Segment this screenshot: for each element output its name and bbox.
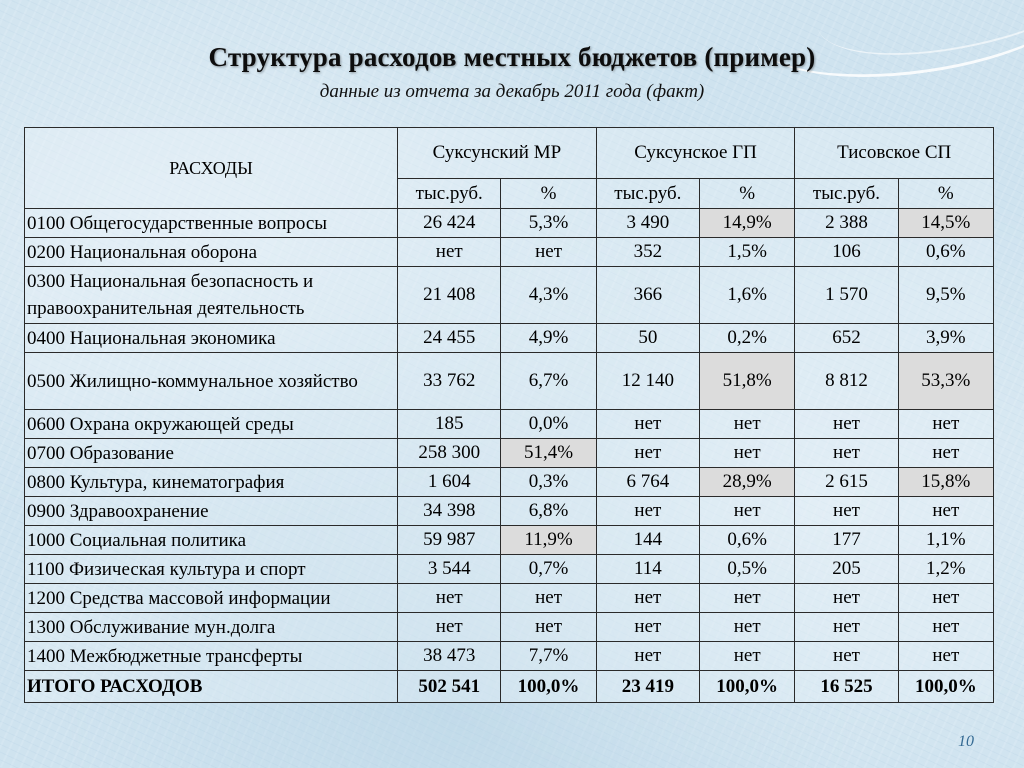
table-row	[25, 613, 994, 642]
percent-cell: 14,5%	[898, 209, 993, 238]
percent-cell: нет	[700, 497, 795, 526]
percent-cell: 5,3%	[501, 209, 596, 238]
amount-cell: 2 388	[795, 209, 898, 238]
table-row	[25, 468, 994, 497]
percent-cell: 1,2%	[898, 555, 993, 584]
table-row	[25, 324, 994, 353]
percent-cell: нет	[898, 439, 993, 468]
amount-cell: 12 140	[596, 353, 699, 410]
expense-category-name: 0900 Здравоохранение	[25, 497, 398, 526]
amount-cell: 205	[795, 555, 898, 584]
slide-title: Структура расходов местных бюджетов (пример)	[208, 42, 816, 72]
percent-cell: 3,9%	[898, 324, 993, 353]
amount-cell: 34 398	[398, 497, 501, 526]
percent-cell: 0,7%	[501, 555, 596, 584]
amount-cell: нет	[795, 439, 898, 468]
percent-cell: нет	[700, 439, 795, 468]
amount-cell: 652	[795, 324, 898, 353]
amount-cell: 6 764	[596, 468, 699, 497]
percent-cell: нет	[898, 642, 993, 671]
group-header: Суксунское ГП	[596, 128, 795, 179]
percent-cell: 4,3%	[501, 267, 596, 324]
slide-subtitle: данные из отчета за декабрь 2011 года (факт)	[319, 81, 705, 102]
expense-category-name: 0100 Общегосударственные вопросы	[25, 209, 398, 238]
percent-cell: 6,8%	[501, 497, 596, 526]
expense-category-name: 0400 Национальная экономика	[25, 324, 398, 353]
amount-cell: нет	[596, 642, 699, 671]
percent-cell: 1,6%	[700, 267, 795, 324]
amount-cell: 1 604	[398, 468, 501, 497]
amount-cell: 177	[795, 526, 898, 555]
total-row	[25, 671, 994, 703]
expense-category-name: 0600 Охрана окружающей среды	[25, 410, 398, 439]
amount-cell: нет	[398, 613, 501, 642]
amount-cell: нет	[398, 584, 501, 613]
percent-cell: 14,9%	[700, 209, 795, 238]
percent-cell: нет	[898, 497, 993, 526]
percent-cell: 0,0%	[501, 410, 596, 439]
table-row	[25, 584, 994, 613]
percent-cell: 51,4%	[501, 439, 596, 468]
amount-cell: нет	[596, 497, 699, 526]
percent-cell: 0,5%	[700, 555, 795, 584]
table-row	[25, 439, 994, 468]
amount-cell: 1 570	[795, 267, 898, 324]
amount-cell: 21 408	[398, 267, 501, 324]
percent-cell: 15,8%	[898, 468, 993, 497]
table-row	[25, 209, 994, 238]
table-row	[25, 410, 994, 439]
percent-cell: 1,1%	[898, 526, 993, 555]
expense-category-name: 0800 Культура, кинематография	[25, 468, 398, 497]
percent-cell: нет	[700, 613, 795, 642]
percent-cell: 28,9%	[700, 468, 795, 497]
table-row	[25, 555, 994, 584]
amount-cell: 8 812	[795, 353, 898, 410]
group-header: Тисовское СП	[795, 128, 994, 179]
percent-cell: нет	[501, 613, 596, 642]
total-amount-cell: 23 419	[596, 671, 699, 703]
percent-cell: 1,5%	[700, 238, 795, 267]
amount-cell: 352	[596, 238, 699, 267]
amount-cell: 3 490	[596, 209, 699, 238]
percent-cell: нет	[700, 642, 795, 671]
expense-category-name: 0300 Национальная безопасность и правоохранительная деятельность	[25, 267, 398, 324]
unit-header: тыс.руб.	[795, 179, 898, 209]
percent-cell: 0,3%	[501, 468, 596, 497]
amount-cell: нет	[795, 497, 898, 526]
amount-cell: 106	[795, 238, 898, 267]
expenses-table	[24, 127, 994, 703]
amount-cell: 50	[596, 324, 699, 353]
amount-cell: 258 300	[398, 439, 501, 468]
total-label: ИТОГО РАСХОДОВ	[25, 671, 398, 703]
table-body	[25, 209, 994, 703]
amount-cell: 33 762	[398, 353, 501, 410]
amount-cell: нет	[398, 238, 501, 267]
percent-cell: нет	[898, 410, 993, 439]
percent-cell: 0,6%	[898, 238, 993, 267]
total-percent-cell: 100,0%	[700, 671, 795, 703]
unit-header: %	[898, 179, 993, 209]
percent-cell: 9,5%	[898, 267, 993, 324]
percent-cell: нет	[501, 584, 596, 613]
amount-cell: нет	[596, 613, 699, 642]
amount-cell: 38 473	[398, 642, 501, 671]
amount-cell: 114	[596, 555, 699, 584]
amount-cell: нет	[596, 410, 699, 439]
amount-cell: нет	[795, 613, 898, 642]
unit-header: %	[700, 179, 795, 209]
table-row	[25, 353, 994, 410]
expense-category-name: 0500 Жилищно-коммунальное хозяйство	[25, 353, 398, 410]
table-row	[25, 238, 994, 267]
percent-cell: 53,3%	[898, 353, 993, 410]
amount-cell: 24 455	[398, 324, 501, 353]
amount-cell: нет	[596, 584, 699, 613]
group-header: Суксунский МР	[398, 128, 597, 179]
table-row	[25, 642, 994, 671]
percent-cell: 6,7%	[501, 353, 596, 410]
amount-cell: нет	[795, 642, 898, 671]
amount-cell: 366	[596, 267, 699, 324]
amount-cell: 2 615	[795, 468, 898, 497]
percent-cell: 11,9%	[501, 526, 596, 555]
percent-cell: 7,7%	[501, 642, 596, 671]
percent-cell: 51,8%	[700, 353, 795, 410]
expense-category-name: 1200 Средства массовой информации	[25, 584, 398, 613]
expense-category-name: 1400 Межбюджетные трансферты	[25, 642, 398, 671]
expense-category-name: 0700 Образование	[25, 439, 398, 468]
table-row	[25, 497, 994, 526]
expense-category-name: 1300 Обслуживание мун.долга	[25, 613, 398, 642]
amount-cell: нет	[795, 584, 898, 613]
unit-header: тыс.руб.	[398, 179, 501, 209]
expenses-column-header: РАСХОДЫ	[25, 128, 398, 209]
percent-cell: 0,6%	[700, 526, 795, 555]
amount-cell: 185	[398, 410, 501, 439]
percent-cell: нет	[700, 410, 795, 439]
amount-cell: 144	[596, 526, 699, 555]
percent-cell: 0,2%	[700, 324, 795, 353]
expense-category-name: 0200 Национальная оборона	[25, 238, 398, 267]
total-amount-cell: 502 541	[398, 671, 501, 703]
unit-header: тыс.руб.	[596, 179, 699, 209]
expense-category-name: 1100 Физическая культура и спорт	[25, 555, 398, 584]
total-percent-cell: 100,0%	[501, 671, 596, 703]
percent-cell: 4,9%	[501, 324, 596, 353]
expense-category-name: 1000 Социальная политика	[25, 526, 398, 555]
total-percent-cell: 100,0%	[898, 671, 993, 703]
amount-cell: 26 424	[398, 209, 501, 238]
table-row	[25, 267, 994, 324]
percent-cell: нет	[501, 238, 596, 267]
amount-cell: нет	[596, 439, 699, 468]
amount-cell: нет	[795, 410, 898, 439]
percent-cell: нет	[898, 584, 993, 613]
percent-cell: нет	[700, 584, 795, 613]
unit-header: %	[501, 179, 596, 209]
slide-page-number: 10	[958, 733, 974, 750]
total-amount-cell: 16 525	[795, 671, 898, 703]
table-row	[25, 526, 994, 555]
amount-cell: 3 544	[398, 555, 501, 584]
percent-cell: нет	[898, 613, 993, 642]
amount-cell: 59 987	[398, 526, 501, 555]
